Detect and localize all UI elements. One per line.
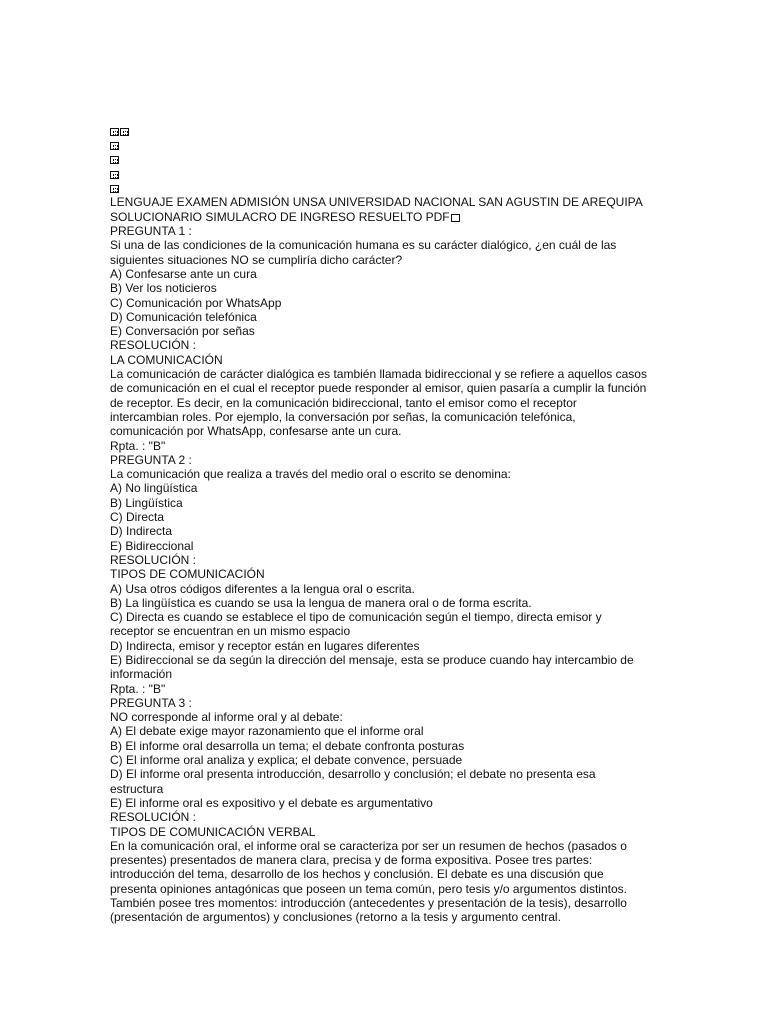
explanation-line: presentes) presentados de manera clara, precisa y de forma expositiva. Posee tres partes: [110, 853, 593, 868]
question-stem: Si una de las condiciones de la comunicación humana es su carácter dialógico, ¿en cuál de las [110, 238, 617, 253]
question-stem: NO corresponde al informe oral y al debate: [110, 710, 343, 725]
explanation-line: intercambian roles. Por ejemplo, la conversación por señas, la comunicación telefónica, [110, 409, 576, 424]
answer-option: E) Conversación por señas [110, 324, 255, 339]
explanation-line: D) Indirecta, emisor y receptor están en lugares diferentes [110, 638, 420, 653]
answer-option: D) Indirecta [110, 524, 173, 539]
answer-option: B) El informe oral desarrolla un tema; el debate confronta posturas [110, 738, 465, 753]
document-title-text: SOLUCIONARIO SIMULACRO DE INGRESO RESUELTO PDF [110, 209, 450, 224]
explanation-line: E) Bidireccional se da según la dirección del mensaje, esta se produce cuando hay intercambio de [110, 652, 634, 667]
question-heading: PREGUNTA 3 : [110, 695, 192, 710]
explanation-line: información [110, 667, 173, 682]
resolution-label: RESOLUCIÓN : [110, 810, 197, 825]
resolution-topic: LA COMUNICACIÓN [110, 352, 223, 367]
resolution-topic: TIPOS DE COMUNICACIÓN [110, 567, 265, 582]
missing-glyph-icon [120, 128, 129, 136]
glyph-row [110, 124, 660, 138]
resolution-label: RESOLUCIÓN : [110, 338, 197, 353]
explanation-line: C) Directa es cuando se establece el tipo de comunicación según el tiempo, directa emisor y [110, 610, 602, 625]
question-heading: PREGUNTA 2 : [110, 452, 192, 467]
missing-glyph-icon [110, 128, 119, 136]
answer-option: C) Comunicación por WhatsApp [110, 295, 282, 310]
glyph-row [110, 153, 660, 167]
explanation-line: receptor se encuentran en un mismo espacio [110, 624, 351, 639]
answer-option: B) Lingüística [110, 495, 183, 510]
missing-glyph-icon [110, 142, 119, 150]
question-stem: La comunicación que realiza a través del medio oral o escrito se denomina: [110, 467, 511, 482]
glyph-row [110, 138, 660, 152]
explanation-line: A) Usa otros códigos diferentes a la lengua oral o escrita. [110, 581, 415, 596]
document-page [110, 124, 660, 925]
glyph-row [110, 167, 660, 181]
explanation-line: La comunicación de carácter dialógica es también llamada bidireccional y se refiere a aquellos casos [110, 367, 647, 382]
question-heading: PREGUNTA 1 : [110, 224, 192, 239]
answer-key: Rpta. : "B" [110, 438, 166, 453]
explanation-line: introducción del tema, desarrollo de los hechos y conclusión. El debate es una discusión que [110, 867, 604, 882]
answer-option: A) Confesarse ante un cura [110, 266, 257, 281]
answer-option: D) El informe oral presenta introducción, desarrollo y conclusión; el debate no presenta esa [110, 767, 596, 782]
answer-option: D) Comunicación telefónica [110, 309, 257, 324]
document-title-line-1: LENGUAJE EXAMEN ADMISIÓN UNSA UNIVERSIDAD NACIONAL SAN AGUSTIN DE AREQUIPA [110, 195, 643, 210]
answer-option: B) Ver los noticieros [110, 281, 217, 296]
missing-glyph-icon [110, 185, 119, 193]
question-stem: siguientes situaciones NO se cumpliría dicho carácter? [110, 252, 403, 267]
answer-option: A) No lingüística [110, 481, 198, 496]
answer-option: C) Directa [110, 510, 165, 525]
answer-key: Rpta. : "B" [110, 681, 166, 696]
resolution-topic: TIPOS DE COMUNICACIÓN VERBAL [110, 824, 316, 839]
explanation-line: de comunicación en el cual el receptor puede responder al emisor, quien pasaría a cumplir la función [110, 381, 647, 396]
document-title-line-2 [110, 210, 660, 224]
explanation-line: B) La lingüística es cuando se usa la lengua de manera oral o de forma escrita. [110, 595, 532, 610]
resolution-label: RESOLUCIÓN : [110, 552, 197, 567]
answer-option: estructura [110, 781, 164, 796]
explanation-line: (presentación de argumentos) y conclusiones (retorno a la tesis y argumento central. [110, 910, 561, 925]
explanation-line: comunicación por WhatsApp, confesarse ante un cura. [110, 424, 402, 439]
answer-option: E) El informe oral es expositivo y el debate es argumentativo [110, 795, 433, 810]
explanation-line: de receptor. Es decir, en la comunicación bidireccional, tanto el emisor como el receptor [110, 395, 577, 410]
explanation-line: presenta opiniones antagónicas que poseen un tema común, pero tesis y/o argumentos distintos. [110, 881, 627, 896]
missing-glyph-icon [110, 156, 119, 164]
explanation-line: También posee tres momentos: introducción (antecedentes y presentación de la tesis), desarrollo [110, 896, 627, 911]
missing-glyph-icon [451, 214, 460, 222]
header-glyphs [110, 124, 660, 195]
answer-option: E) Bidireccional [110, 538, 194, 553]
explanation-line: En la comunicación oral, el informe oral se caracteriza por ser un resumen de hechos (pasados o [110, 838, 627, 853]
answer-option: C) El informe oral analiza y explica; el debate convence, persuade [110, 753, 463, 768]
missing-glyph-icon [110, 171, 119, 179]
glyph-row [110, 181, 660, 195]
answer-option: A) El debate exige mayor razonamiento que el informe oral [110, 724, 424, 739]
